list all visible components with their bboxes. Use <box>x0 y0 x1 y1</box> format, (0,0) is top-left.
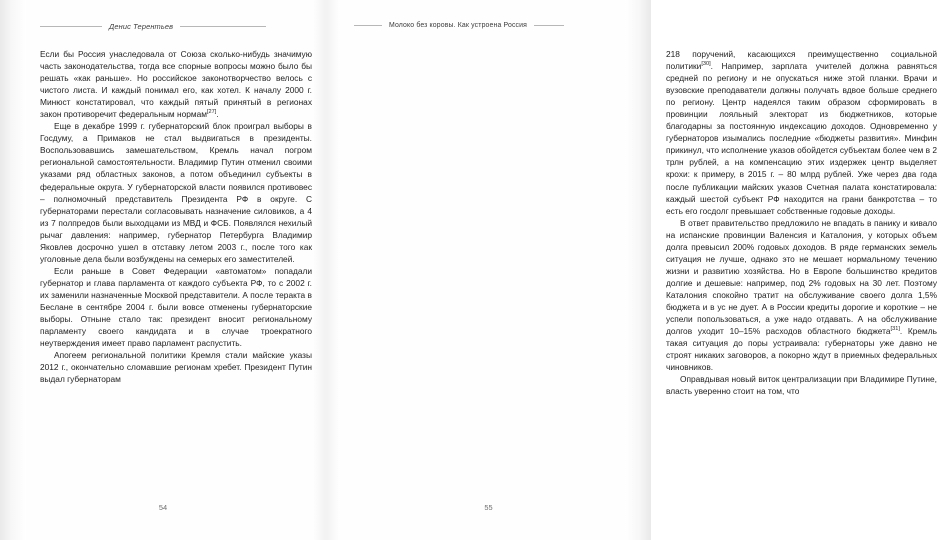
left-page-text-column <box>40 48 312 385</box>
paragraph <box>666 373 937 397</box>
right-page-text-column <box>666 48 937 397</box>
paragraph-text-continued: . Например, зарплата учителей должна равняться средней по региону и не опускаться ниже этой планки. Врачи и вузовские преподаватели должны получать вдвое больше среднего по региону. Центр надеялся таким образом сформировать в провинции лояльный электорат из бюджетников, которые благодарны за постоянную индексацию доходов. Одновременно у губернаторов изымались последние «бюджеты развития». Минфин прикинул, что исполнение указов обойдется субъектам более чем в 2 трлн рублей, а на компенсацию этих издержек центр выделяет крохи: к примеру, в 2015 г. – 80 млрд рублей. Уже через два года после публикации майских указов Счетная палата констатировала: каждый шестой субъект РФ находится на грани банкротства – то есть его госдолг превышает собственные годовые доходы. <box>666 61 937 216</box>
footnote-reference[interactable]: [30] <box>701 61 711 68</box>
footnote-reference[interactable]: [31] <box>890 326 900 333</box>
paragraph <box>40 120 312 265</box>
right-page <box>326 0 937 540</box>
right-page-number: 55 <box>484 503 493 512</box>
paragraph-text-continued: . Кремль такая ситуация до поры устраивала: губернаторы уже давно не строят никаких заговоров, а покорно ждут в приемных федеральных чиновников. <box>666 326 937 373</box>
paragraph-text: 218 поручений, касающихся преимущественно социальной политики <box>666 49 937 72</box>
paragraph-text: Оправдывая новый виток централизации при Владимире Путине, власть уверенно стоит на том, что <box>666 374 937 397</box>
running-head-rule-left <box>40 26 102 27</box>
left-page <box>0 0 326 540</box>
paragraph <box>40 349 312 385</box>
paragraph: Если бы Россия унаследовала от Союза сколько-нибудь значимую часть законодательства, тогда все спорные вопросы можно было бы решать «как раньше». Но российское законотворчество велось с чистого листа. И каждый понимал его, как хотел. К началу 2000 г. Минюст констатировал, что каждый пятый принятый в регионах закон противоречит федеральным нормам[27]. <box>40 49 312 120</box>
paragraph-text: Если бы Россия унаследовала от Союза сколько-нибудь значимую часть законодательства, тогда все спорные вопросы можно было бы решать «как раньше». Но российское законотворчество велось с чистого листа. И каждый понимал его, как хотел. К началу 2000 г. Минюст констатировал, что каждый пятый принятый в регионах закон противоречит федеральным нормам <box>40 49 312 120</box>
paragraph <box>666 217 937 374</box>
paragraph-text: Апогеем региональной политики Кремля стали майские указы 2012 г., окончательно сломавшие регионам хребет. Президент Путин выдал губернаторам <box>40 350 312 385</box>
paragraph <box>666 48 937 217</box>
paragraph-text: В ответ правительство предложило не впадать в панику и кивало на испанские провинции Валенсия и Каталония, у которых объем долга превысил 200% годовых доходов. В ряде германских земель ситуация не лучше, однако это не мешает нормальному течению жизни и развитию хозяйства. Но в Европе большинство кредитов долгие и дешевые: например, под 2% годовых на 30 лет. Поэтому Каталония спокойно тратит на обслуживание своего долга 1,5% бюджета и в ус не дует. А в России кредиты дорогие и короткие – не успели попользоваться, а уже надо отдавать. А на обслуживание долгов уходит 10–15% расходов областного бюджета <box>666 217 937 337</box>
left-page-author-name: Денис Терентьев <box>109 22 174 31</box>
right-page-book-title: Молоко без коровы. Как устроена Россия <box>389 22 528 29</box>
footnote-reference[interactable]: [27] <box>207 109 217 116</box>
paragraph-text: Если раньше в Совет Федерации «автоматом» попадали губернатор и глава парламента от каждого субъекта РФ, то с 2002 г. их заменили назначенные Москвой представители. А после теракта в Беслане в сентябре 2004 г. были вовсе отменены губернаторские выборы. Отныне стало так: президент вносит региональному парламенту своего кандидата и в случае троекратного неутверждения имеет право парламент распустить. <box>40 265 312 349</box>
running-head-rule-right <box>180 26 266 27</box>
paragraph <box>40 265 312 349</box>
running-head-rule-left <box>354 25 382 26</box>
left-page-number: 54 <box>158 503 168 512</box>
right-page-running-head <box>354 22 611 29</box>
left-page-running-head <box>40 22 298 31</box>
running-head-rule-right <box>534 25 564 26</box>
paragraph-text: Еще в декабре 1999 г. губернаторский блок проиграл выборы в Госдуму, а Примаков не стал выдвигаться в президенты. Воспользовавшись замешательством, Кремль начал погром региональной самостоятельности. Владимир Путин отменил своими указами ряд областных законов, а потом объединил субъекты в федеральные округа. У губернаторской власти появился противовес – полномочный представитель Президента РФ в округе. С губернаторами перестали согласовывать назначение силовиков, а 4 из 7 полпредов были выходцами из МВД и ФСБ. Появлялся нехилый рычаг давления: например, губернатор Петербурга Владимир Яковлев досрочно ушел в отставку летом 2003 г., после того как уголовные дела были возбуждены на семерых его заместителей. <box>40 121 312 264</box>
